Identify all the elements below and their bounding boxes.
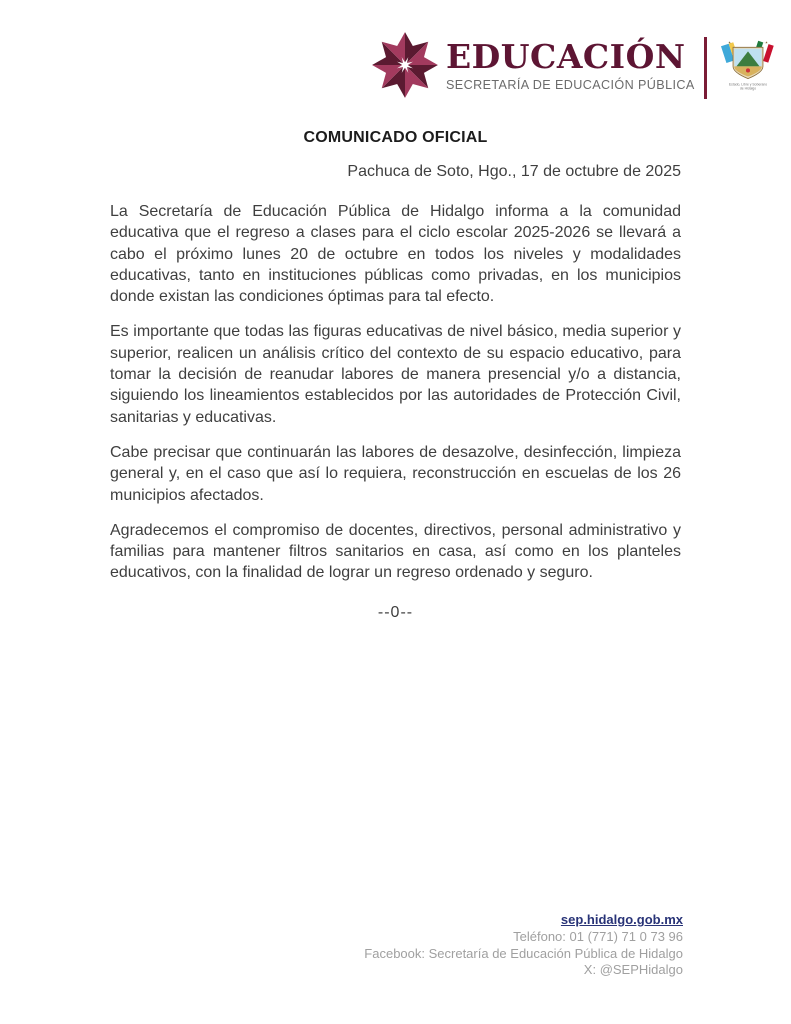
sep-logo-text <box>446 36 695 92</box>
sep-star-icon <box>370 30 440 100</box>
sep-wordmark: EDUCACIÓN <box>446 36 686 76</box>
document-title: COMUNICADO OFICIAL <box>303 129 488 146</box>
dateline: Pachuca de Soto, Hgo., 17 de octubre de 2025 <box>347 163 681 180</box>
header-divider <box>704 37 707 99</box>
document-content <box>110 128 681 622</box>
footer-website-row <box>364 912 683 929</box>
website-link[interactable]: sep.hidalgo.gob.mx <box>560 912 683 927</box>
seal-caption-line1: Estado, Libre y Soberano <box>728 82 768 87</box>
end-separator: --0-- <box>377 603 414 621</box>
hidalgo-coat-of-arms <box>714 28 782 102</box>
paragraph-3: Cabe precisar que continuarán las labores de desazolve, desinfección, limpieza general y, en el caso que así lo requiera, reconstrucción en escuelas de los 26 municipios afectados. <box>110 443 681 504</box>
hidalgo-seal-icon <box>714 28 782 102</box>
sep-subtitle: SECRETARÍA DE EDUCACIÓN PÚBLICA <box>446 77 695 92</box>
seal-caption-line2: de Hidalgo <box>739 86 757 91</box>
footer-facebook: Facebook: Secretaría de Educación Pública de Hidalgo <box>364 945 683 961</box>
footer-x-handle: X: @SEPHidalgo <box>583 962 683 978</box>
paragraph-4: Agradecemos el compromiso de docentes, directivos, personal administrativo y familias para mantener filtros sanitarios en casa, así como en los planteles educativos, con la finalidad de lograr un regreso ordenado y seguro. <box>110 521 681 582</box>
letterhead <box>370 28 782 102</box>
footer-contact <box>364 912 683 979</box>
footer-phone: Teléfono: 01 (771) 71 0 73 96 <box>513 928 683 944</box>
paragraph-2: Es importante que todas las figuras educativas de nivel básico, media superior y superior, realicen un análisis crítico del contexto de su espacio educativo, para tomar la decisión de reanudar labores de manera presencial y/o a distancia, siguiendo los lineamientos establecidos por las autoridades de Protección Civil, sanitarias y educativas. <box>110 323 681 426</box>
paragraph-1: La Secretaría de Educación Pública de Hidalgo informa a la comunidad educativa que el regreso a clases para el ciclo escolar 2025-2026 se llevará a cabo el próximo lunes 20 de octubre en todos los niveles y modalidades educativas, tanto en instituciones públicas como privadas, en los municipios donde existan las condiciones óptimas para tal efecto. <box>110 203 681 306</box>
